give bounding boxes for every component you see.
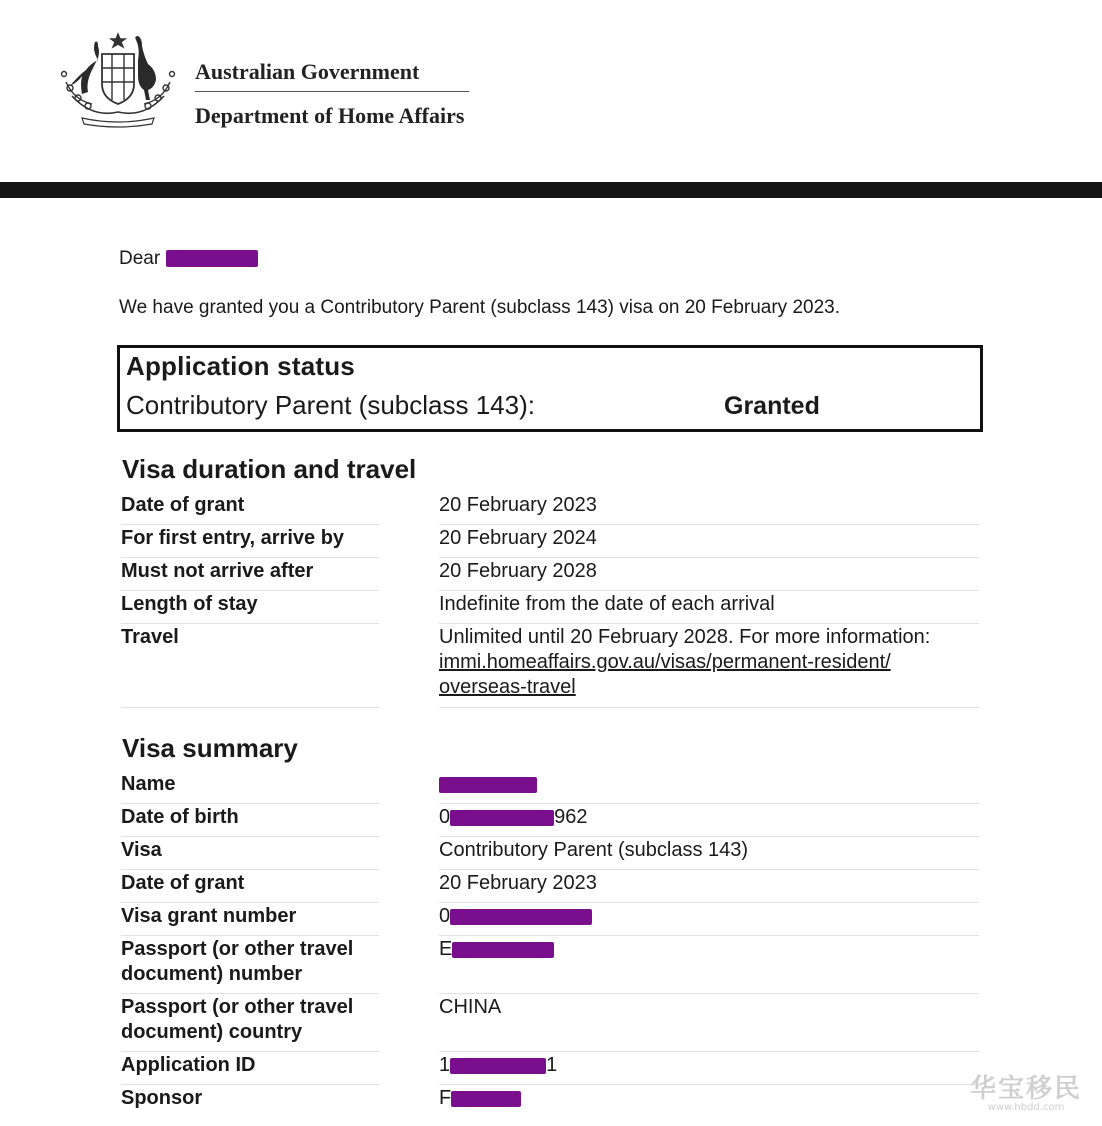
row-label: Visa: [121, 839, 162, 861]
overseas-travel-link[interactable]: immi.homeaffairs.gov.au/visas/permanent-resident/: [439, 651, 891, 673]
label-line: Passport (or other travel: [121, 996, 354, 1018]
row-separator: [121, 1051, 379, 1052]
row-separator: [439, 557, 979, 558]
row-label: Date of birth: [121, 806, 239, 828]
row-value: Indefinite from the date of each arrival: [439, 593, 775, 615]
value-prefix: 1: [439, 1054, 451, 1076]
row-separator: [121, 623, 379, 624]
salutation-text: Dear: [119, 248, 161, 269]
row-separator: [121, 993, 379, 994]
row-value: 20 February 2028: [439, 560, 597, 582]
grant-sentence: We have granted you a Contributory Parent (subclass 143) visa on 20 February 2023.: [119, 297, 840, 318]
row-separator: [439, 707, 979, 708]
row-value: [439, 625, 979, 700]
row-separator: [121, 524, 379, 525]
value-suffix: 962: [554, 806, 588, 828]
row-separator: [121, 707, 379, 708]
redacted-name: [439, 777, 537, 793]
value-prefix: 0: [439, 806, 451, 828]
value-prefix: F: [439, 1087, 452, 1109]
row-separator: [439, 993, 979, 994]
row-value: [439, 772, 979, 797]
watermark: [970, 1068, 1082, 1113]
section-title-summary: Visa summary: [122, 733, 298, 763]
value-prefix: 0: [439, 905, 451, 927]
row-label: Visa grant number: [121, 905, 297, 927]
row-separator: [439, 524, 979, 525]
row-separator: [121, 935, 379, 936]
row-label: [121, 937, 421, 987]
header-divider: [195, 91, 469, 92]
coat-of-arms-icon: [52, 30, 184, 130]
label-line: Passport (or other travel: [121, 938, 354, 960]
row-separator: [439, 836, 979, 837]
row-separator: [439, 1084, 979, 1085]
watermark-logo-text: 华宝移民: [969, 1074, 1082, 1104]
row-separator: [439, 1051, 979, 1052]
row-label: Application ID: [121, 1054, 256, 1076]
row-value: Contributory Parent (subclass 143): [439, 839, 749, 861]
watermark-url: www.hbdd.com: [987, 1102, 1065, 1113]
row-label: Date of grant: [121, 494, 245, 516]
row-value: [439, 805, 979, 830]
redacted-value: [451, 1091, 521, 1107]
row-value: [439, 1053, 979, 1078]
status-value: Granted: [724, 392, 820, 420]
government-name: Australian Government: [195, 59, 420, 84]
row-value: 20 February 2023: [439, 494, 597, 516]
salutation: [119, 248, 258, 270]
row-label: Length of stay: [121, 593, 258, 615]
redacted-name: [166, 250, 258, 267]
row-value: [439, 937, 979, 962]
row-separator: [121, 1084, 379, 1085]
row-separator: [121, 803, 379, 804]
row-label: Date of grant: [121, 872, 245, 894]
row-value: 20 February 2024: [439, 527, 597, 549]
row-separator: [439, 623, 979, 624]
label-line: document) country: [121, 1021, 303, 1043]
row-label: Must not arrive after: [121, 560, 314, 582]
status-title: Application status: [126, 351, 355, 381]
redacted-value: [450, 810, 554, 826]
row-separator: [121, 902, 379, 903]
row-separator: [121, 590, 379, 591]
row-separator: [121, 557, 379, 558]
label-line: document) number: [121, 963, 303, 985]
redacted-value: [450, 1058, 546, 1074]
row-label: For first entry, arrive by: [121, 527, 345, 549]
travel-text: Unlimited until 20 February 2028. For more information:: [439, 626, 931, 648]
row-separator: [439, 590, 979, 591]
overseas-travel-link-continued[interactable]: overseas-travel: [439, 676, 576, 698]
redacted-value: [450, 909, 592, 925]
row-value: [439, 904, 979, 929]
application-status-box: [117, 345, 983, 432]
section-title-duration: Visa duration and travel: [122, 454, 417, 484]
row-separator: [121, 869, 379, 870]
row-label: [121, 995, 421, 1045]
row-label: Name: [121, 773, 176, 795]
redacted-value: [452, 942, 554, 958]
department-name: Department of Home Affairs: [195, 103, 465, 128]
header-banner: [0, 182, 1102, 198]
value-prefix: E: [439, 938, 453, 960]
row-separator: [439, 935, 979, 936]
row-label: Sponsor: [121, 1087, 203, 1109]
status-visa-label: Contributory Parent (subclass 143):: [126, 390, 535, 420]
row-label: Travel: [121, 626, 179, 648]
row-separator: [439, 902, 979, 903]
row-separator: [439, 803, 979, 804]
row-separator: [439, 869, 979, 870]
row-value: [439, 1086, 979, 1111]
row-value: 20 February 2023: [439, 872, 597, 894]
row-value: CHINA: [439, 996, 502, 1018]
row-separator: [121, 836, 379, 837]
value-suffix: 1: [546, 1054, 558, 1076]
